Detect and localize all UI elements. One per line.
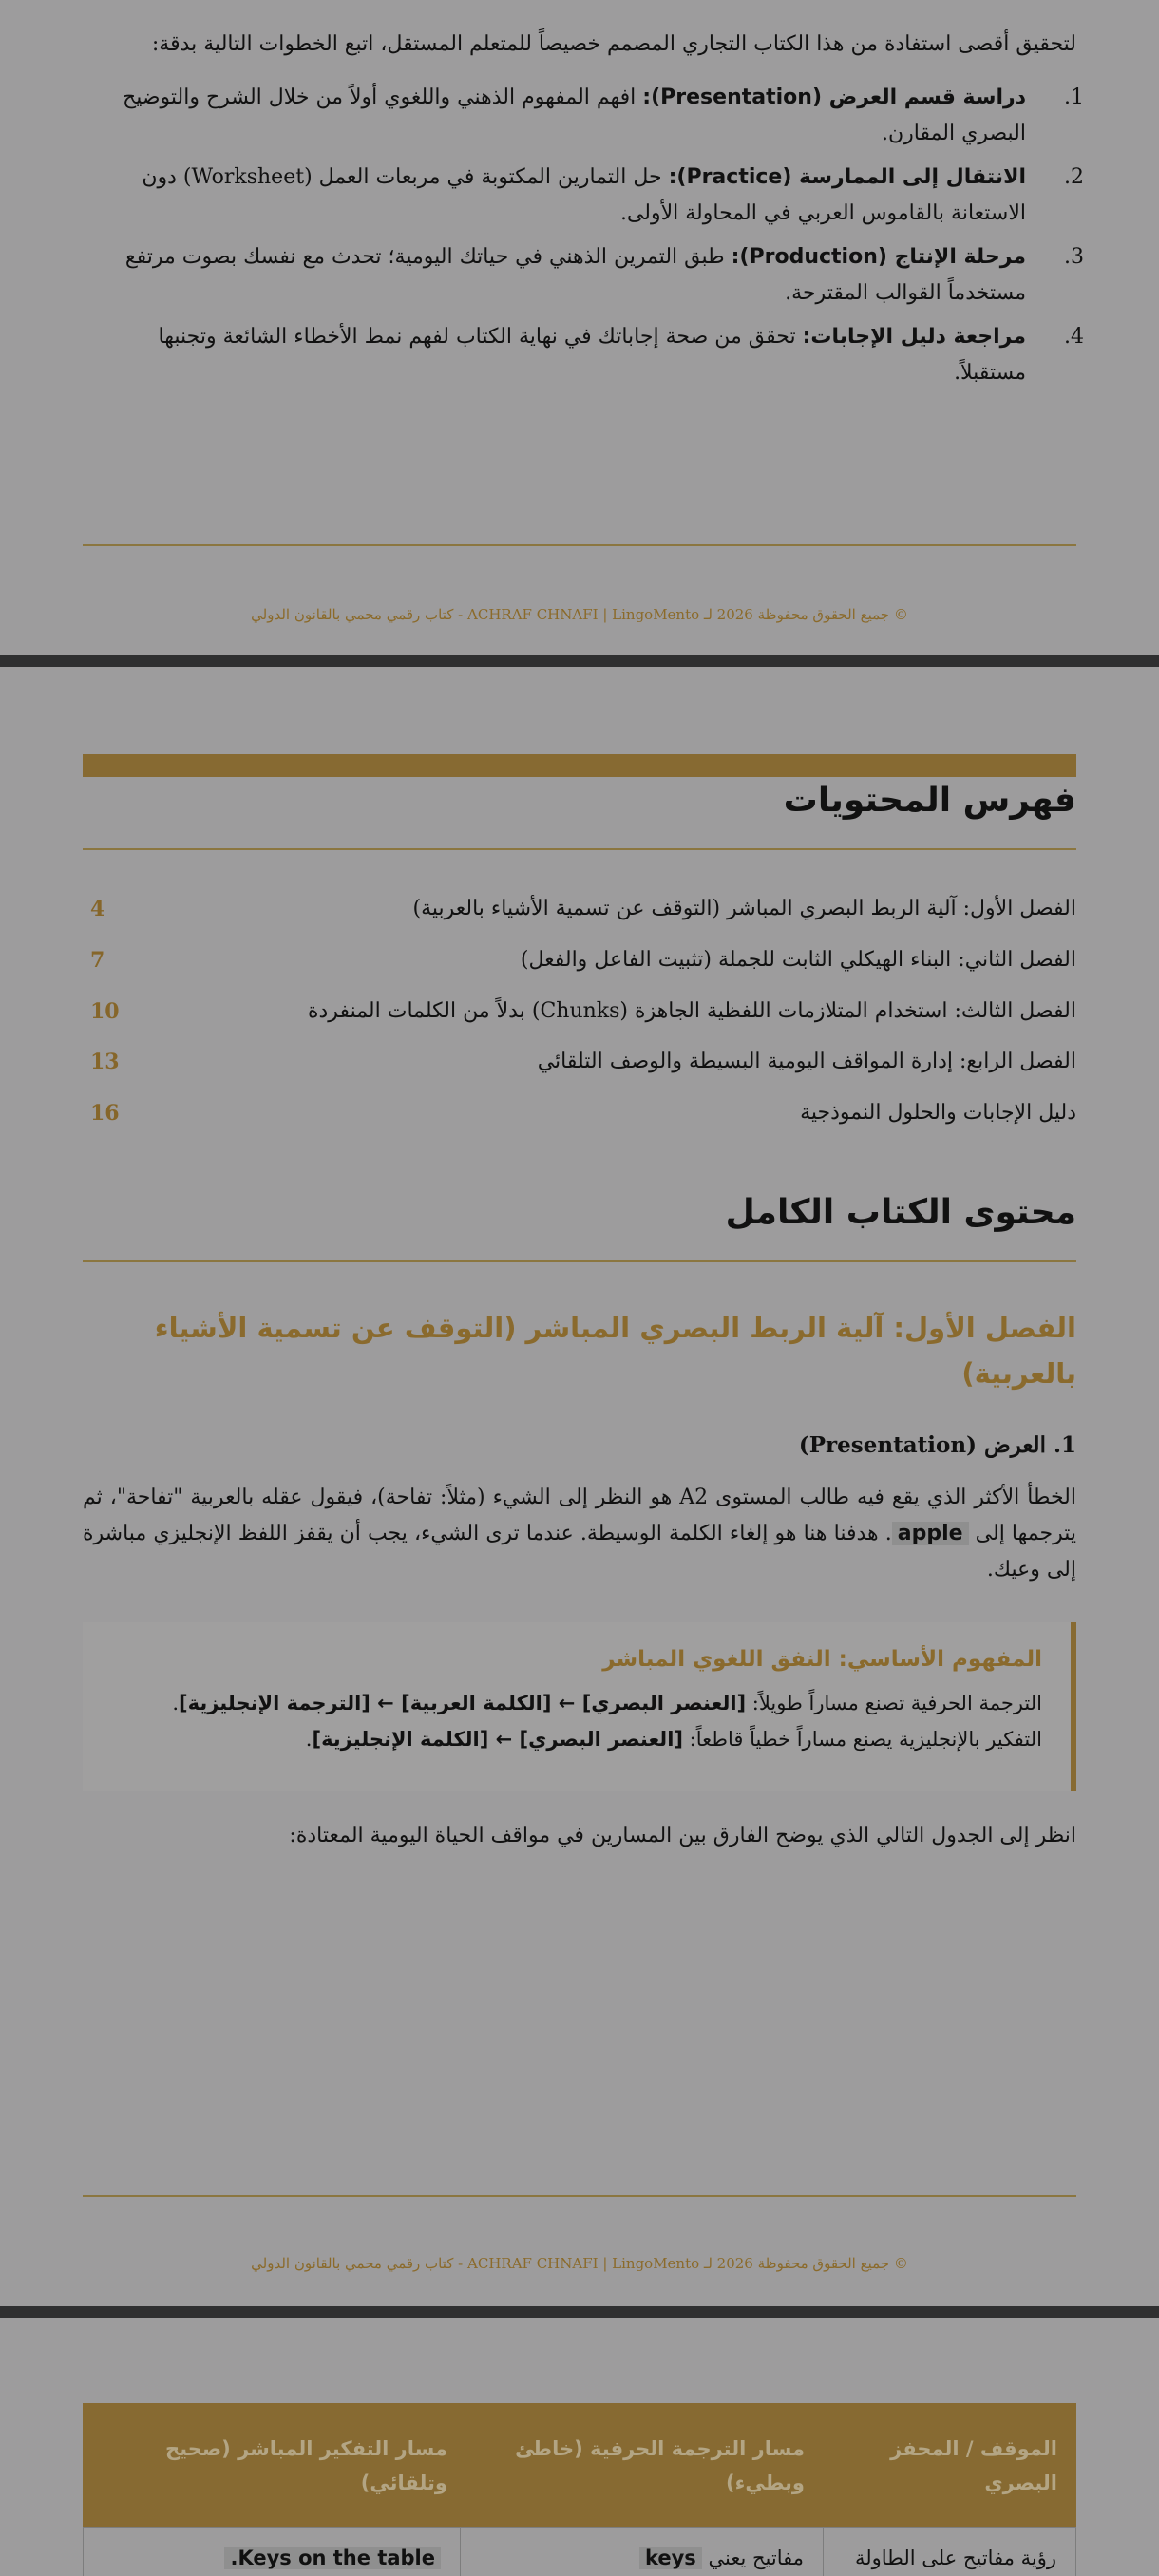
copyright-footer: © جميع الحقوق محفوظة 2026 لـ ACHRAF CHNAFI | LingoMento - كتاب رقمي محمي بالقانون الدولي	[251, 606, 908, 623]
step-title: مراجعة دليل الإجابات:	[802, 325, 1026, 349]
intro-text: لتحقيق أقصى استفادة من هذا الكتاب التجاري المصمم خصيصاً للمتعلم المستقل، اتبع الخطوات التالية بدقة:	[151, 32, 1076, 56]
table-row	[83, 2527, 1076, 2576]
table-cell: رؤية مفاتيح على الطاولة	[823, 2528, 1075, 2576]
page-1	[0, 0, 1159, 655]
step-title: مرحلة الإنتاج (Production):	[731, 245, 1026, 269]
content-title-divider	[83, 1260, 1076, 1262]
table-cell: مفاتيح يعني keys	[460, 2528, 823, 2576]
table-intro-text: انظر إلى الجدول التالي الذي يوضح الفارق بين المسارين في مواقف الحياة اليومية المعتادة:	[289, 1824, 1076, 1847]
step-text: طبق التمرين الذهني في حياتك اليومية؛ تحدث مع نفسك بصوت مرتفع مستخدماً القوالب المقترحة.	[124, 245, 1026, 305]
table-cell	[84, 2528, 460, 2576]
table-header-cell: مسار الترجمة الحرفية (خاطئ وبطيء)	[515, 2437, 805, 2494]
toc-item-page: 13	[90, 1050, 120, 1074]
toc-title-divider	[83, 848, 1076, 850]
page-separator	[0, 655, 1159, 667]
copyright-footer: © جميع الحقوق محفوظة 2026 لـ ACHRAF CHNAFI | LingoMento - كتاب رقمي محمي بالقانون الدولي	[251, 2255, 908, 2272]
toc-item-title: دليل الإجابات والحلول النموذجية	[800, 1101, 1076, 1125]
list-item	[83, 160, 1092, 232]
section-title: 1. العرض (Presentation)	[798, 1432, 1076, 1458]
toc-item-page: 16	[90, 1101, 120, 1126]
toc-item-title: الفصل الرابع: إدارة المواقف اليومية البسيطة والوصف التلقائي	[537, 1050, 1076, 1073]
callout-title: المفهوم الأساسي: النفق اللغوي المباشر	[602, 1647, 1042, 1672]
toc-item-title: الفصل الثاني: البناء الهيكلي الثابت للجملة (تثبيت الفاعل والفعل)	[520, 948, 1076, 972]
step-number: 4.	[1064, 325, 1084, 349]
footer-divider	[83, 544, 1076, 546]
content-title: محتوى الكتاب الكامل	[725, 1193, 1076, 1232]
toc-item-title: الفصل الثالث: استخدام المتلازمات اللفظية الجاهزة (Chunks) بدلاً من الكلمات المنفردة	[307, 999, 1076, 1023]
step-title: الانتقال إلى الممارسة (Practice):	[668, 165, 1026, 189]
toc-item[interactable]	[83, 1101, 1076, 1135]
step-text: افهم المفهوم الذهني واللغوي أولاً من خلال الشرح والتوضيح البصري المقارن.	[123, 85, 1026, 145]
list-item	[83, 239, 1092, 312]
table-header-cell: مسار التفكير المباشر (صحيح وتلقائي)	[165, 2437, 447, 2494]
list-item	[83, 80, 1092, 152]
toc-item[interactable]	[83, 948, 1076, 982]
toc-item-page: 10	[90, 999, 120, 1024]
step-number: 1.	[1064, 85, 1084, 109]
toc-item-page: 7	[90, 948, 105, 973]
header-band	[83, 754, 1076, 777]
inline-code-word: apple	[892, 1522, 969, 1545]
step-text: حل التمارين المكتوبة في مربعات العمل (Worksheet) دون الاستعانة بالقاموس العربي في المحاولة الأولى.	[142, 165, 1026, 225]
step-number: 2.	[1064, 165, 1084, 189]
footer-divider	[83, 2195, 1076, 2197]
toc-item[interactable]	[83, 897, 1076, 931]
toc-item[interactable]	[83, 1050, 1076, 1084]
steps-list	[83, 80, 1092, 399]
toc-item-title: الفصل الأول: آلية الربط البصري المباشر (التوقف عن تسمية الأشياء بالعربية)	[412, 897, 1076, 920]
step-text: تحقق من صحة إجاباتك في نهاية الكتاب لفهم نمط الأخطاء الشائعة وتجنبها مستقبلاً.	[158, 325, 1026, 385]
callout-line: الترجمة الحرفية تصنع مساراً طويلاً: [العنصر البصري] ← [الكلمة العربية] ← [الترجمة الإنجليزية].	[172, 1692, 1042, 1714]
toc-item-page: 4	[90, 897, 105, 921]
concept-callout	[83, 1622, 1076, 1791]
list-item	[83, 319, 1092, 391]
inline-code-phrase: Keys on the table.	[224, 2547, 441, 2569]
inline-code-word: keys	[639, 2547, 702, 2569]
body-paragraph: الخطأ الأكثر الذي يقع فيه طالب المستوى A2 هو النظر إلى الشيء (مثلاً: تفاحة)، فيقول عقله بالعربية "تفاحة"، ثم يترجمها إلى apple. هدفنا هنا هو إلغاء الكلمة الوسيطة. عندما ترى الشيء، يجب أن يقفز اللفظ الإنجليزي مباشرة إلى وعيك.	[83, 1486, 1076, 1582]
step-number: 3.	[1064, 245, 1084, 269]
toc-item[interactable]	[83, 999, 1076, 1033]
page-separator	[0, 2306, 1159, 2318]
toc-title: فهرس المحتويات	[783, 781, 1076, 820]
callout-line: التفكير بالإنجليزية يصنع مساراً خطياً قاطعاً: [العنصر البصري] ← [الكلمة الإنجليزية].	[305, 1728, 1042, 1751]
table-header-cell: الموقف / المحفز البصري	[890, 2437, 1057, 2494]
table-header	[83, 2403, 1076, 2527]
chapter-title: الفصل الأول: آلية الربط البصري المباشر (التوقف عن تسمية الأشياء بالعربية)	[154, 1312, 1076, 1390]
step-title: دراسة قسم العرض (Presentation):	[642, 85, 1026, 109]
